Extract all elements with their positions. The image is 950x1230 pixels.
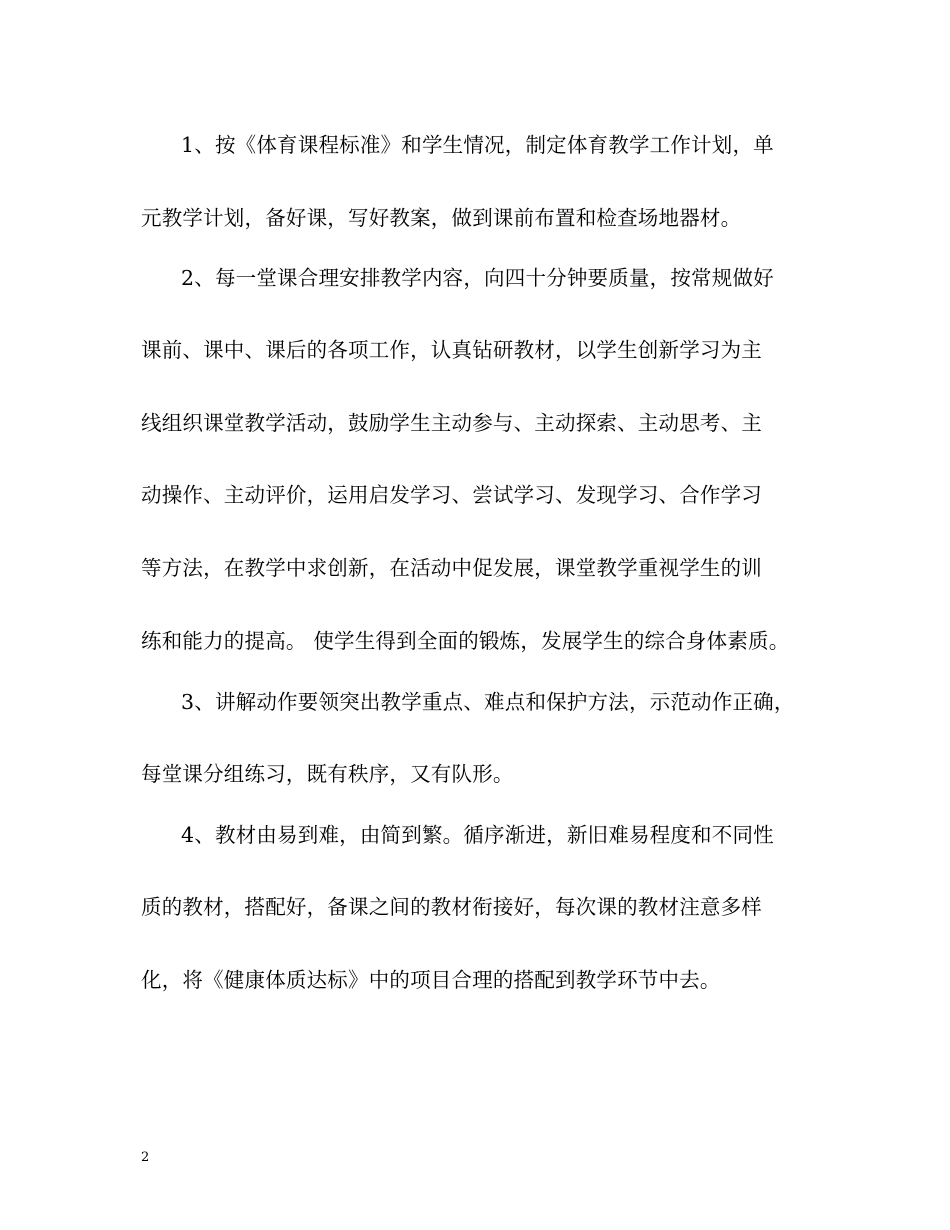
paragraph-2-line-6: 练和能力的提高。 使学生得到全面的锻炼，发展学生的综合身体素质。 bbox=[141, 629, 790, 653]
paragraph-2-line-4: 动操作、主动评价，运用启发学习、尝试学习、发现学习、合作学习 bbox=[141, 483, 762, 507]
page-number: 2 bbox=[141, 1150, 150, 1165]
paragraph-3-line-2: 每堂课分组练习，既有秩序，又有队形。 bbox=[141, 762, 514, 786]
paragraph-2-line-1: 2、每一堂课合理安排教学内容，向四十分钟要质量，按常规做好 bbox=[181, 266, 774, 290]
paragraph-4-line-3: 化，将《健康体质达标》中的项目合理的搭配到教学环节中去。 bbox=[141, 968, 721, 992]
paragraph-2-line-3: 线组织课堂教学活动，鼓励学生主动参与、主动探索、主动思考、主 bbox=[141, 411, 762, 435]
paragraph-1-line-1: 1、按《体育课程标准》和学生情况，制定体育教学工作计划，单 bbox=[181, 133, 774, 157]
paragraph-2-line-5: 等方法，在教学中求创新，在活动中促发展，课堂教学重视学生的训 bbox=[141, 556, 762, 580]
paragraph-4-line-2: 质的教材，搭配好，备课之间的教材衔接好，每次课的教材注意多样 bbox=[141, 895, 762, 919]
paragraph-2-line-2: 课前、课中、课后的各项工作，认真钻研教材，以学生创新学习为主 bbox=[141, 338, 762, 362]
paragraph-3-line-1: 3、讲解动作要领突出教学重点、难点和保护方法，示范动作正确， bbox=[181, 690, 795, 714]
paragraph-1-line-2: 元教学计划，备好课，写好教案，做到课前布置和检查场地器材。 bbox=[141, 206, 742, 230]
paragraph-4-line-1: 4、教材由易到难，由简到繁。循序渐进，新旧难易程度和不同性 bbox=[181, 823, 774, 847]
